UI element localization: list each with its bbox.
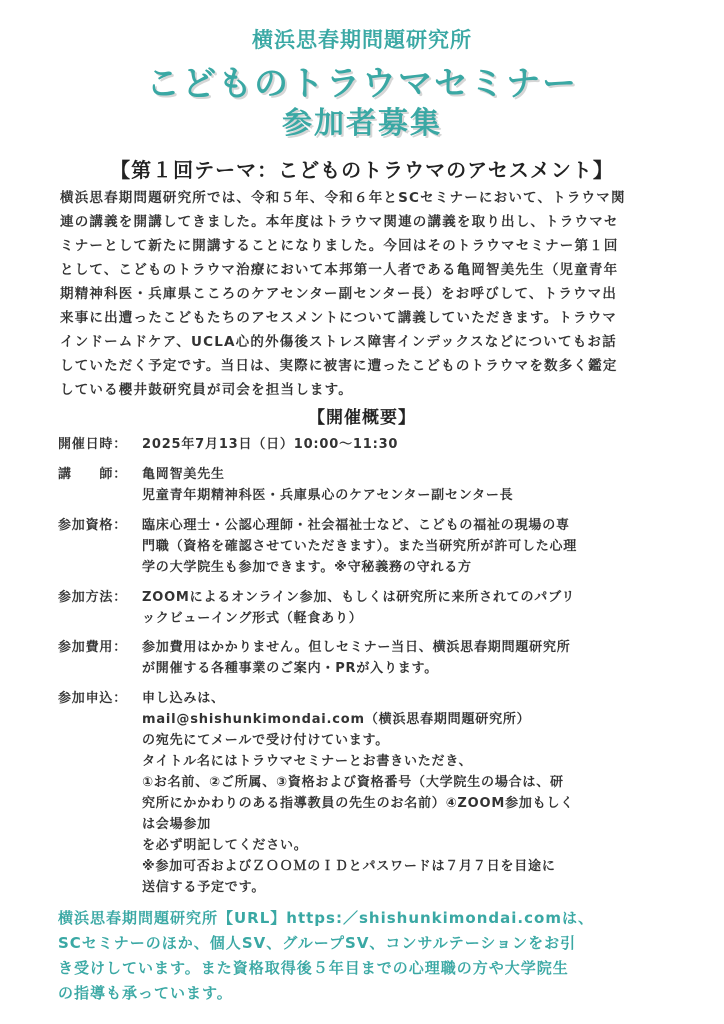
detail-label: 参加資格： (58, 518, 128, 533)
theme-heading: 【第１回テーマ：こどものトラウマのアセスメント】 (110, 158, 614, 182)
footer-note (58, 906, 678, 1006)
detail-line: 門職（資格を確認させていただきます）。また当研究所が許可した心理 (142, 539, 578, 554)
detail-line: を必ず明記してください。 (142, 838, 308, 853)
intro-line: インドームドケア、UCLA心的外傷後ストレス障害インデックスなどについてもお話 (60, 334, 617, 350)
detail-line: 児童青年期精神科医・兵庫県心のケアセンター副センター長 (142, 488, 514, 503)
intro-line: ミナーとして新たに開講することになりました。今回はそのトラウマセミナー第１回 (60, 238, 619, 254)
detail-label: 参加費用： (58, 640, 128, 655)
detail-line: 亀岡智美先生 (142, 467, 225, 482)
intro-paragraph (60, 186, 670, 402)
flyer-title: こどものトラウマセミナー (146, 64, 578, 104)
detail-line: ックビューイング形式（軽食あり） (142, 611, 363, 626)
overview-heading: 【開催概要】 (308, 408, 416, 428)
detail-line: 参加費用はかかりません。但しセミナー当日、横浜思春期問題研究所 (142, 640, 571, 655)
flyer-subtitle: 参加者募集 (282, 106, 442, 141)
detail-line: ZOOMによるオンライン参加、もしくは研究所に来所されてのパブリ (142, 590, 576, 605)
detail-line: 申し込みは、 (142, 691, 225, 706)
detail-label: 参加方法： (58, 590, 128, 605)
detail-line: 学の大学院生も参加できます。※守秘義務の守れる方 (142, 560, 472, 575)
footer-line: の指導も承っています。 (58, 984, 233, 1002)
footer-line: SCセミナーのほか、個人SV、グループSV、コンサルテーションをお引 (58, 934, 577, 952)
detail-value (142, 688, 682, 898)
detail-label: 参加申込： (58, 691, 128, 706)
detail-value (142, 587, 682, 629)
intro-line: していただく予定です。当日は、実際に被害に遭ったこどものトラウマを数多く鑑定 (60, 358, 618, 374)
detail-label: 講 師： (58, 467, 128, 482)
contact-email[interactable]: mail@shishunkimondai.com（横浜思春期問題研究所） (142, 712, 531, 727)
detail-line: ①お名前、②ご所属、③資格および資格番号（大学院生の場合は、研 (142, 775, 564, 790)
intro-line: 期精神科医・兵庫県こころのケアセンター副センター長）をお呼びして、トラウマ出 (60, 286, 618, 302)
intro-line: 連の講義を開講してきました。本年度はトラウマ関連の講義を取り出し、トラウマセ (60, 214, 619, 230)
footer-line-url[interactable]: 横浜思春期問題研究所【URL】https:／shishunkimondai.comは、 (58, 909, 594, 927)
intro-line: している櫻井鼓研究員が司会を担当します。 (60, 382, 353, 398)
intro-line: として、こどものトラウマ治療において本邦第一人者である亀岡智美先生（児童青年 (60, 262, 619, 278)
detail-value (142, 515, 682, 578)
detail-value (142, 637, 682, 679)
organization-name: 横浜思春期問題研究所 (252, 28, 472, 52)
detail-value (142, 434, 682, 455)
intro-line: 来事に出遭ったこどもたちのアセスメントについて講義していただきます。トラウマ (60, 310, 618, 326)
detail-value (142, 464, 682, 506)
detail-label: 開催日時： (58, 437, 128, 452)
detail-line: が開催する各種事業のご案内・PRが入ります。 (142, 661, 439, 676)
detail-line: タイトル名にはトラウマセミナーとお書きいただき、 (142, 754, 473, 769)
footer-line: き受けしています。また資格取得後５年目までの心理職の方や大学院生 (58, 959, 569, 977)
detail-line: 2025年7月13日（日）10:00～11:30 (142, 437, 399, 452)
detail-line: ※参加可否およびＺＯＯＭのＩＤとパスワードは７月７日を目途に (142, 859, 556, 874)
detail-line: は会場参加 (142, 817, 212, 832)
detail-line: 臨床心理士・公認心理師・社会福祉士など、こどもの福祉の現場の専 (142, 518, 570, 533)
detail-line: の宛先にてメールで受け付けています。 (142, 733, 390, 748)
detail-line: 送信する予定です。 (142, 880, 266, 895)
intro-line: 横浜思春期問題研究所では、令和５年、令和６年とSCセミナーにおいて、トラウマ関 (60, 190, 626, 206)
detail-line: 究所にかかわりのある指導教員の先生のお名前）④ZOOM参加もしく (142, 796, 575, 811)
